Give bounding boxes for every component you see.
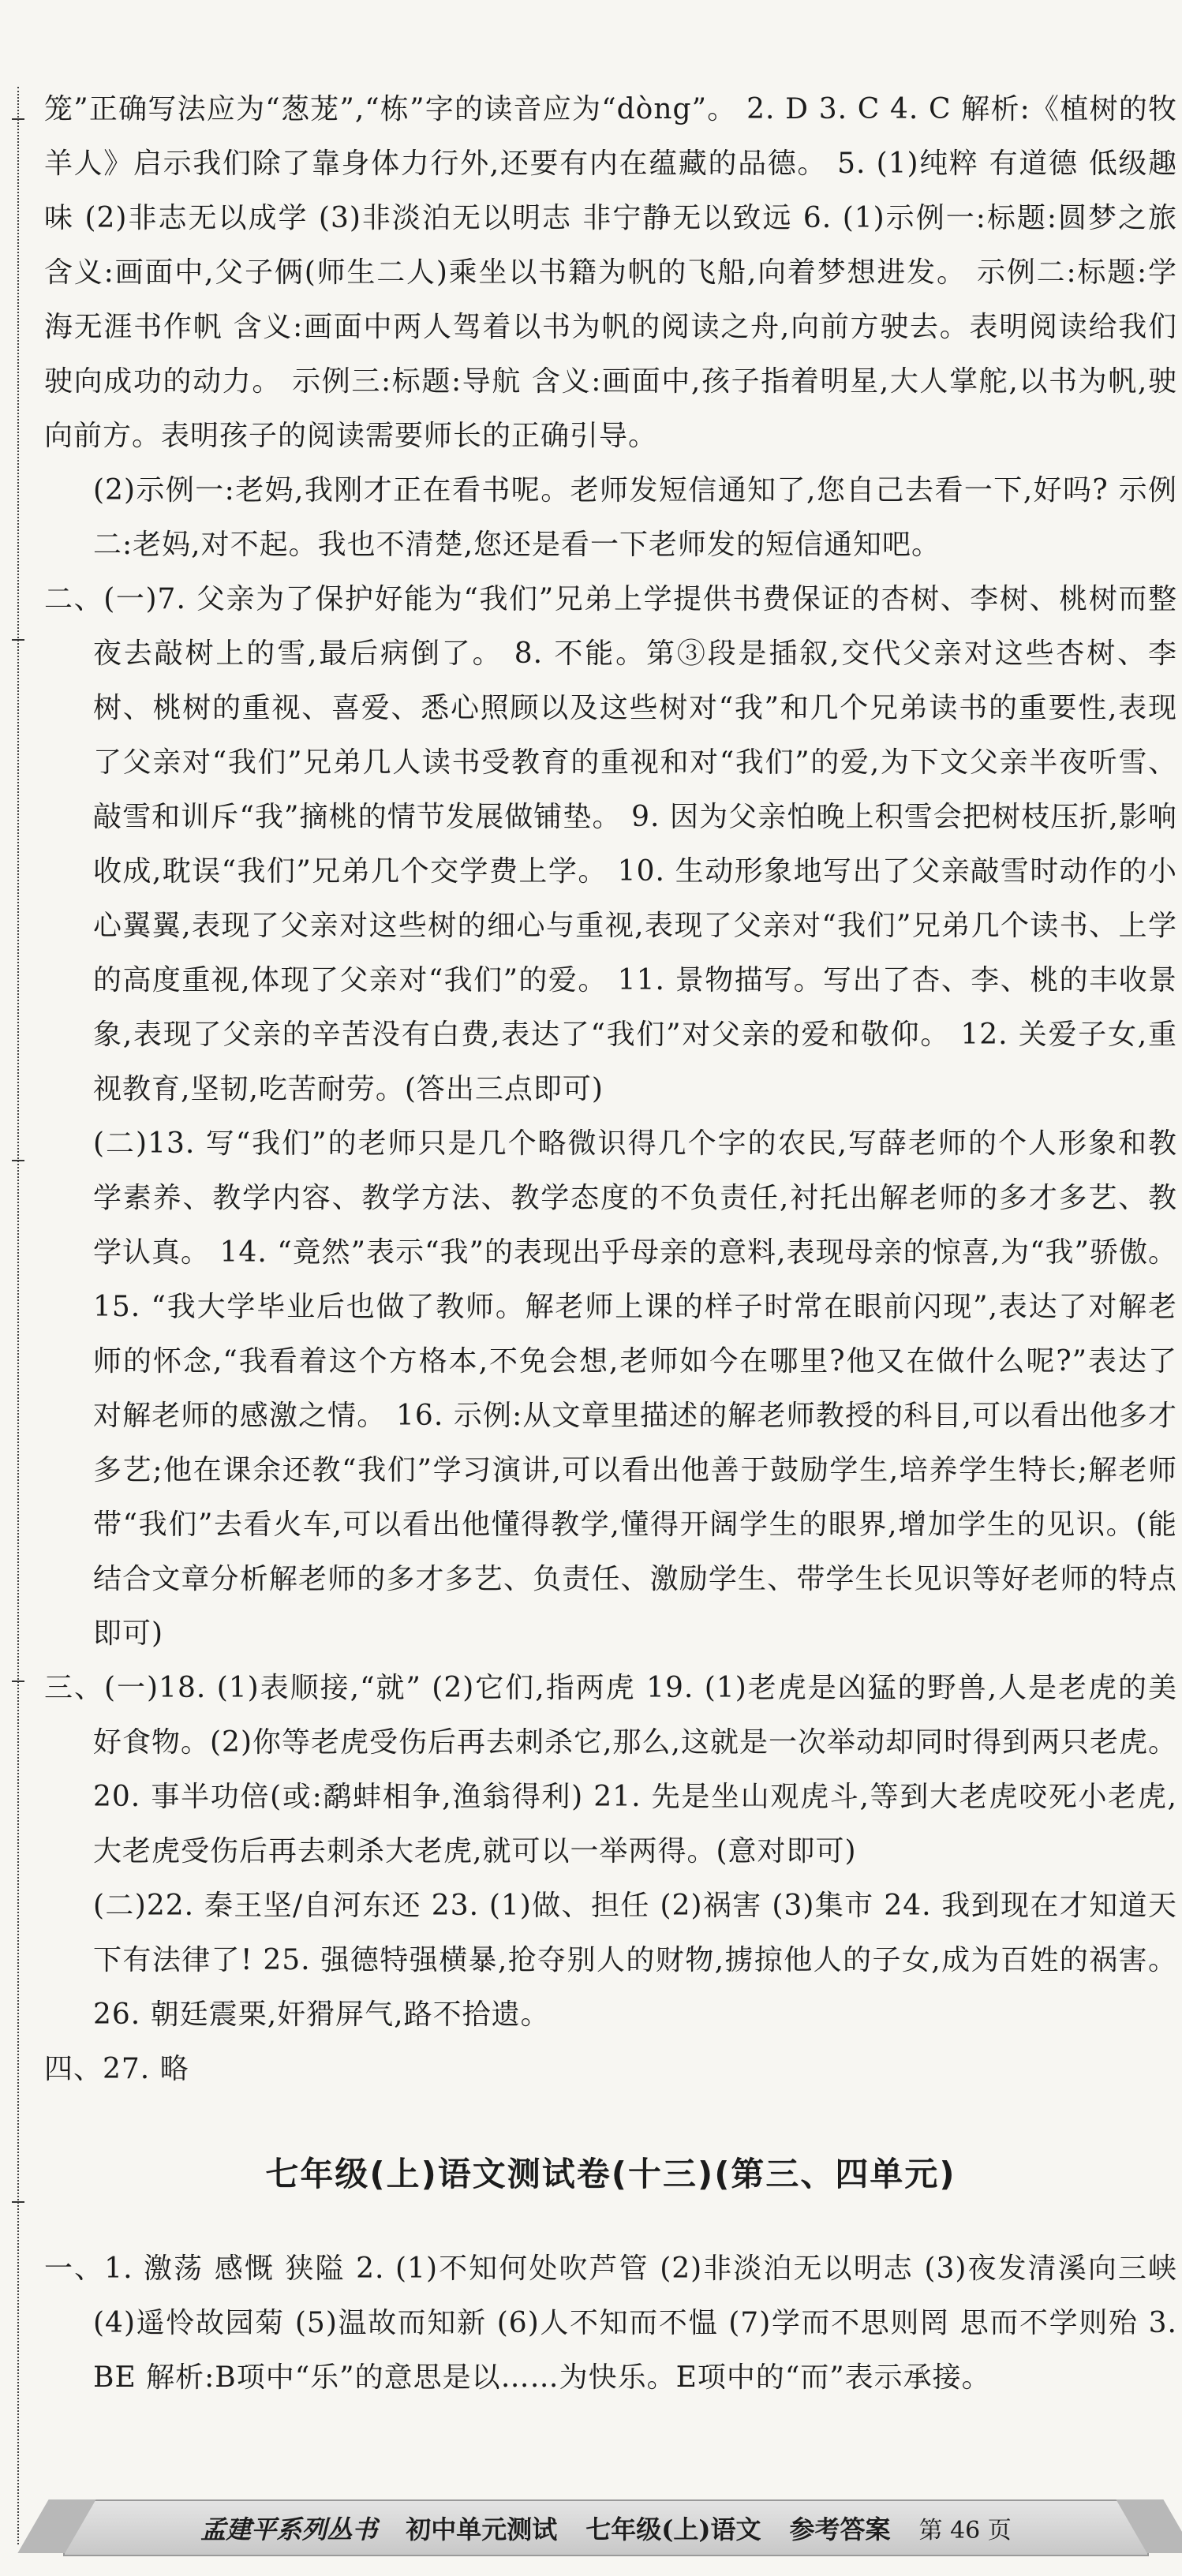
answer-block-2: (2)示例一:老妈,我刚才正在看书呢。老师发短信通知了,您自己去看一下,好吗? 示例二:老妈,对不起。我也不清楚,您还是看一下老师发的短信通知吧。 (93, 474, 1177, 561)
section-title: 七年级(上)语文测试卷(十三)(第三、四单元) (265, 2155, 956, 2193)
footer-grade: 七年级(上)语文 (585, 2514, 761, 2544)
binding-margin (17, 87, 30, 2544)
answer-block-3: 二、(一)7. 父亲为了保护好能为“我们”兄弟上学提供书费保证的杏树、李树、桃树而整夜去敲树上的雪,最后病倒了。 8. 不能。第③段是插叙,交代父亲对这些杏树、李树、桃树的重视、喜爱、悉心照顾以及这些树对“我”和几个兄弟读书的重要性,表现了父亲对“我们”兄弟几人读书受教育的重视和对“我们”的爱,为下文父亲半夜听雪、敲雪和训斥“我”摘桃的情节发展做铺垫。 9. 因为父亲怕晚上积雪会把树枝压折,影响收成,耽误“我们”兄弟几个交学费上学。 10. 生动形象地写出了父亲敲雪时动作的小心翼翼,表现了父亲对这些树的细心与重视,表现了父亲对“我们”兄弟几个读书、上学的高度重视,体现了父亲对“我们”的爱。 11. 景物描写。写出了杏、李、桃的丰收景象,表现了父亲的辛苦没有白费,表达了“我们”对父亲的爱和敬仰。 12. 关爱子女,重视教育,坚韧,吃苦耐劳。(答出三点即可) (44, 583, 1177, 1105)
answer-page (44, 82, 1177, 2405)
page-footer (63, 2499, 1149, 2556)
answer-block-5: 三、(一)18. (1)表顺接,“就” (2)它们,指两虎 19. (1)老虎是凶猛的野兽,人是老虎的美好食物。(2)你等老虎受伤后再去刺杀它,那么,这就是一次举动却同时得到两只老虎。 20. 事半功倍(或:鹬蚌相争,渔翁得利) 21. 先是坐山观虎斗,等到大老虎咬死小老虎,大老虎受伤后再去刺杀大老虎,就可以一举两得。(意对即可) (44, 1672, 1177, 1868)
answer-block-1: 笼”正确写法应为“葱茏”,“栋”字的读音应为“dòng”。 2. D 3. C 4. C 解析:《植树的牧羊人》启示我们除了靠身体力行外,还要有内在蕴藏的品德。 5. (1)纯粹 有道德 低级趣味 (2)非志无以成学 (3)非淡泊无以明志 非宁静无以致远 6. (1)示例一:标题:圆梦之旅 含义:画面中,父子俩(师生二人)乘坐以书籍为帆的飞船,向着梦想进发。 示例二:标题:学海无涯书作帆 含义:画面中两人驾着以书为帆的阅读之舟,向前方驶去。表明阅读给我们驶向成功的动力。 示例三:标题:导航 含义:画面中,孩子指着明星,大人掌舵,以书为帆,驶向前方。表明孩子的阅读需要师长的正确引导。 (44, 93, 1177, 452)
footer-series: 孟建平系列丛书 (200, 2514, 378, 2544)
answer-block-6: (二)22. 秦王坚/自河东还 23. (1)做、担任 (2)祸害 (3)集市 24. 我到现在才知道天下有法律了! 25. 强德特强横暴,抢夺别人的财物,掳掠他人的子女,成为百姓的祸害。 26. 朝廷震栗,奸猾屏气,路不拾遗。 (93, 1890, 1177, 2031)
footer-label: 参考答案 (789, 2514, 891, 2544)
footer-page-number: 第 46 页 (918, 2517, 1012, 2544)
answer-block-7: 四、27. 略 (44, 2053, 189, 2085)
footer-book: 初中单元测试 (406, 2514, 558, 2544)
answer-block-8: 一、1. 激荡 感慨 狭隘 2. (1)不知何处吹芦管 (2)非淡泊无以明志 (3)夜发清溪向三峡 (4)遥怜故园菊 (5)温故而知新 (6)人不知而不愠 (7)学而不思则罔 思而不学则殆 3. BE 解析:B项中“乐”的意思是以……为快乐。E项中的“而”表示承接。 (44, 2253, 1177, 2394)
answer-block-4: (二)13. 写“我们”的老师只是几个略微识得几个字的农民,写薛老师的个人形象和教学素养、教学内容、教学方法、教学态度的不负责任,衬托出解老师的多才多艺、教学认真。 14. “竟然”表示“我”的表现出乎母亲的意料,表现母亲的惊喜,为“我”骄傲。 15. “我大学毕业后也做了教师。解老师上课的样子时常在眼前闪现”,表达了对解老师的怀念,“我看着这个方格本,不免会想,老师如今在哪里?他又在做什么呢?”表达了对解老师的感激之情。 16. 示例:从文章里描述的解老师教授的科目,可以看出他多才多艺;他在课余还教“我们”学习演讲,可以看出他善于鼓励学生,培养学生特长;解老师带“我们”去看火车,可以看出他懂得教学,懂得开阔学生的眼界,增加学生的见识。(能结合文章分析解老师的多才多艺、负责任、激励学生、带学生长见识等好老师的特点即可) (93, 1127, 1177, 1650)
